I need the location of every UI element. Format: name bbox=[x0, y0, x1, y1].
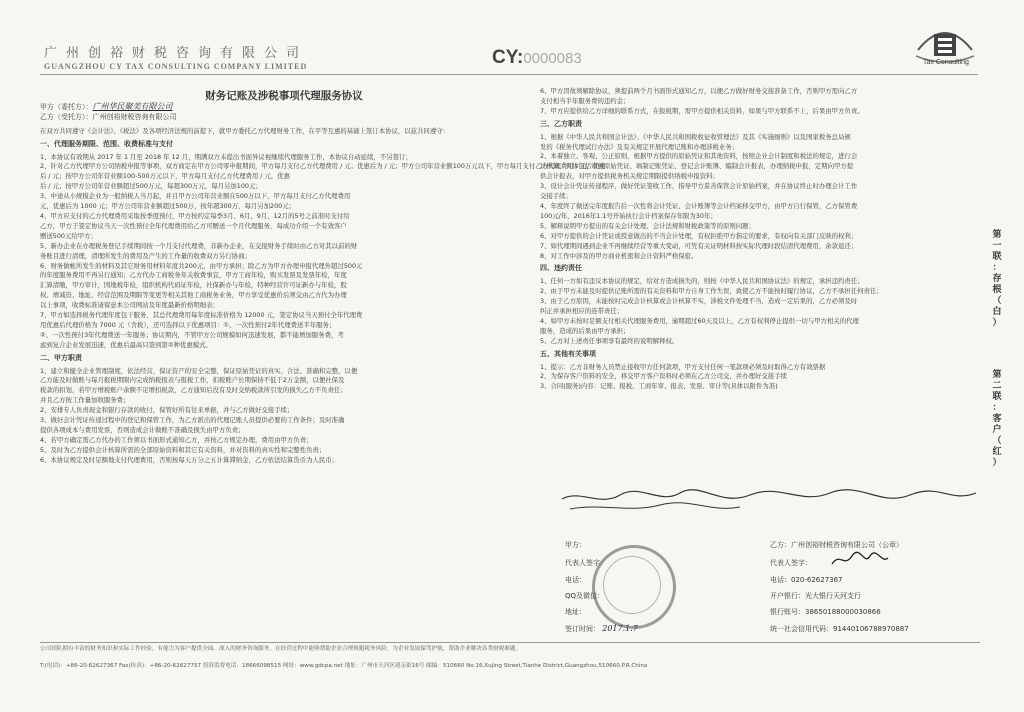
clause-line: ②、一次性预付3年代理费送一年服务；协议期内，不管甲方公司规模如何迅速发展，都不能增加服务费，考 bbox=[40, 330, 344, 339]
clause-line: 1、本协议有效期从 2017 年 1 月至 2018 年 12 月，期满双方未提出书面异议视继续代理服务工作，本协议自动延续，不另签订； bbox=[40, 152, 412, 161]
party-b-tel: 电话：020-62627367 bbox=[770, 576, 843, 584]
side-label-copy-1 bbox=[990, 230, 1004, 329]
party-b-value: 广州创裕财税咨询有限公司 bbox=[92, 112, 177, 121]
clause-line: 6、财务做帐所发生的材料及其它财务用材料年度共200元，由甲方承担；除乙方为甲方办理申报代理外超过500元 bbox=[40, 261, 363, 270]
clause-line: 100元/年，2016年1.1号开始执行会计档案保存年限为30年； bbox=[540, 211, 717, 220]
clause-line: 虑到复合企业发展迅速，优惠后最高只签到第②种优惠模式。 bbox=[40, 340, 212, 349]
party-b-line bbox=[40, 113, 528, 123]
clause-line: 2、安排专人负责现金和银行存款的收付，保管好所有往来单据，并与乙方做好交接手续； bbox=[40, 406, 294, 415]
clause-line: 乙方，甲方于签定协议当天一次性预付全年代理费用给乙方可赠送一个月代理服务，每成功介绍一个有效客户 bbox=[40, 221, 347, 230]
sign-date-label: 签订时间： bbox=[565, 625, 600, 633]
cy-label: CY: bbox=[492, 47, 524, 68]
party-a-sign-label: 甲方： bbox=[565, 541, 586, 549]
side-label-char: 根 bbox=[992, 285, 1002, 295]
section-1-heading: 一、代理服务期限、范围、收费标准与支付 bbox=[40, 139, 173, 148]
side-label-char: （ bbox=[992, 296, 1002, 306]
clause-line: 6、本协议规定及时足额地支付代理费用，否则按每天万分之五计算滞纳金，乙方依法结算货币为人民币； bbox=[40, 455, 339, 464]
party-a-line bbox=[40, 102, 528, 113]
clause-line: 汇算清缴，甲方审计，国地税年检，组织机构代码证年检，社保新办与年检，特种经营许可证新办与年检，股 bbox=[40, 281, 347, 290]
clause-line: 2、为保存客户资料的安全，移交甲方客户资料时必须在乙方公司交，并办理好交接手续 bbox=[540, 372, 787, 381]
clause-line: 后 / 元；按甲方公司年营业额100-500万元以下，甲方每月支付乙方代理费用 / 元，优惠 bbox=[40, 172, 291, 181]
clause-line: 交接手续； bbox=[540, 192, 572, 201]
clause-line: 4、若甲方确定需乙方代办的工作须以书面形式通知乙方，并按乙方规定办理，费用由甲方负责； bbox=[40, 435, 313, 444]
side-label-char: 联 bbox=[992, 252, 1002, 262]
clause-line: 3、合同(服务)内容：记账、报税、工商年审、报表、发票、审计等(具体以附件为准) bbox=[540, 382, 778, 391]
clause-line: 4、甲方应支付的乙方代理费用采取按季度预付，甲方按约定每季3月、6月、9月、12月的5号之前准时支付给 bbox=[40, 211, 350, 220]
section-2-continued bbox=[540, 87, 980, 117]
header-divider bbox=[40, 74, 978, 75]
clause-line: 7、如代理期间遇到企业不再继续经营等重大变动，可凭有关证明材料按实际代理时段结清代理费用，余款退还； bbox=[540, 241, 858, 250]
clause-line: 7、甲方应提供给乙方详细的联系方式，在报税期，需甲方提供相关资料，如果与甲方联系不上，后果由甲方负责。 bbox=[540, 106, 864, 115]
clause-line: 5、解释说明甲方提出的有关会计处理、会计法规和财税政策等的原则问题； bbox=[540, 221, 755, 230]
clause-line: 3、设计会计凭证传递程序，做好凭证签收工作，指导甲方妥善保管会计原始档案，并在协议终止时办理会计工作 bbox=[540, 182, 858, 191]
side-label-char: 一 bbox=[992, 241, 1002, 251]
side-label-char: （ bbox=[992, 436, 1002, 446]
side-label-char: ） bbox=[992, 458, 1002, 468]
clause-line: 并且乙方按工作量加收服务费； bbox=[40, 396, 130, 405]
party-a-rep-label: 代表人签字： bbox=[565, 559, 607, 567]
side-label-char: ： bbox=[992, 403, 1002, 413]
signature-icon bbox=[830, 550, 890, 570]
clause-line: 8、对工作中涉及的甲方商业机密和会计资料严格保密。 bbox=[540, 251, 698, 260]
clause-line: 元，优惠后为 1000 元；甲方公司年营业额超过500万，按年超300万，每月另加200元； bbox=[40, 202, 296, 211]
company-name-en: GUANGZHOU CY TAX CONSULTING COMPANY LIMITED bbox=[44, 62, 308, 71]
side-label-copy-2 bbox=[990, 370, 1004, 469]
party-b-sign-label: 乙方：广州创裕财税咨询有限公司（公章） bbox=[770, 541, 903, 549]
clause-line: 3、做好会计凭证传递过程中的登记和保管工作，为乙方派出的代理记账人员提供必要的工作条件；及时准确 bbox=[40, 416, 345, 425]
clause-line: 权、增减资、地址、经营范围及期限等变更等相关其他工商税务业务，甲方享受优惠价后须交由乙方代为办理 bbox=[40, 291, 347, 300]
section-5-heading: 五、其他有关事项 bbox=[540, 349, 596, 358]
clause-line: 3、由于乙方原因，未能按时完成会计核算或会计核算不实，涉税文件处理不当，造成一定后果的，乙方必须及时 bbox=[540, 297, 858, 306]
clause-line: 计核算，具体包括审核原始凭证、填制记账凭证、登记会计账簿、编制会计报表，办理纳税申报，定期向甲方提 bbox=[540, 162, 854, 171]
party-b-bank: 开户银行：光大银行天河支行 bbox=[770, 592, 861, 600]
footer-line-2: T:(电话)：+86-20-62627367 Fax(传真)：+86-20-62627757 投诉监督电话：18666098515 网址：www.gdcpa.net 地址：广州市天河区迎亲街16号 邮编：510660 No.16,Xujing Street,Tianhe District,Guangzhou,510660,P.R.China bbox=[40, 663, 648, 669]
party-a-label: 甲方（委托方）： bbox=[40, 102, 93, 111]
serial-value: 0000083 bbox=[523, 50, 582, 67]
party-b-rep-label: 代表人签字： bbox=[770, 559, 812, 567]
side-label-char: ： bbox=[992, 263, 1002, 273]
clause-line: 2、由于甲方未能及时提供记账所需的有关资料和甲方自身工作失误，致使乙方不能按时履行协议，乙方不承担任何责任； bbox=[540, 287, 883, 296]
side-label-char: 红 bbox=[992, 447, 1002, 457]
side-label-char: 二 bbox=[992, 381, 1002, 391]
section-4-heading: 四、违约责任 bbox=[540, 264, 582, 273]
side-label-char: 户 bbox=[992, 425, 1002, 435]
right-column bbox=[540, 87, 980, 392]
clause-line: 支付相当半年服务费的违约金； bbox=[540, 96, 630, 105]
side-label-char: 联 bbox=[992, 392, 1002, 402]
company-seal-inner bbox=[603, 556, 661, 614]
clause-line: 6、甲方因故须解除协议，须提前两个月书面形式通知乙方，以便乙方做好财务交接准备工作，否则甲方需向乙方 bbox=[540, 87, 858, 95]
clause-line: 发的《税务代理试行办法》及有关规定开展代理记账和办理涉税业务； bbox=[540, 142, 739, 151]
clause-line: 5、及时为乙方提供会计核算所需的全部原始资料和其它有关资料，并对资料的真实性和完整性负责； bbox=[40, 445, 326, 454]
clause-line: 赠送500元给甲方； bbox=[40, 231, 97, 240]
section-5-body bbox=[540, 363, 980, 393]
clause-line: 7、甲方如选择税务代理年度包干服务，其总代理费用每年度标准价格为 12000 元，签定协议当天预付全年代理费 bbox=[40, 311, 363, 320]
clause-line: 务账目进行清理，清理所发生的费用及产生的工作量的收费双方另行协商； bbox=[40, 251, 251, 260]
clause-line: 以上事项，收费标准请留意本公司网站及年度最新价格明细表； bbox=[40, 301, 219, 310]
clause-line: 用优惠后代理价格为 7000 元（含税），还可选择以下优惠项目：①、一次性预付2年代理费送半年服务； bbox=[40, 320, 336, 329]
clause-line: 4、年度终了做送完年度报告后一次性将会计凭证、会计账簿等会计档案移交甲方，由甲方自行保管，乙方保管费 bbox=[540, 201, 858, 210]
section-2-heading: 二、甲方职责 bbox=[40, 353, 82, 362]
logo-caption: Tax Consulting bbox=[923, 59, 969, 66]
party-b-account: 银行账号：38650188000030866 bbox=[770, 608, 881, 616]
side-label-char: ） bbox=[992, 318, 1002, 328]
section-4-body bbox=[540, 277, 980, 346]
clause-line: 1、根据《中华人民共和国会计法》、《中华人民共和国税收征收管理法》及其《实施细则》以及国家税务总局颁 bbox=[540, 132, 851, 141]
party-b-label: 乙方（受托方）： bbox=[40, 112, 93, 121]
footer bbox=[40, 645, 980, 671]
side-label-char: 第 bbox=[992, 370, 1002, 380]
side-label-char: 存 bbox=[992, 274, 1002, 284]
clause-line: 3、中途从小规模企业为一般纳税人当月起，并且甲方公司年营业额在500万以下，甲方每月支付乙方代理费用 bbox=[40, 192, 351, 201]
clause-line: 供会计报表，对甲方提供税务机关规定期限提供纳税申报资料； bbox=[540, 172, 719, 181]
clause-line: 4、如甲方未按时足额支付相关代理服务费用，逾期超过60天及以上，乙方有权利停止提供一切与甲方相关的代理 bbox=[540, 316, 859, 325]
clause-line: 5、乙方对上述责任事项享有最终的说明解释权。 bbox=[540, 336, 679, 345]
section-3-body bbox=[540, 133, 980, 262]
intro-paragraph: 在双方共同遵守《会计法》、《税法》及各项经济法规的前提下，就甲方委托乙方代理财务工作，在平等互惠的基础上签订本协议，以兹共同遵守： bbox=[40, 126, 449, 135]
clause-line: 的年度服务费用不再另行通知；乙方代办工商税务年关收费事宜，甲方工商年检，购买发票及发票年检，年度 bbox=[40, 271, 347, 280]
clause-line: 提供各项成本与费用发票，否则造成会计做账不准确及损失由甲方负责； bbox=[40, 426, 245, 434]
footer-line-1: 公司团队拥有丰富的财务知识和实际工作经验，有能力为客户提供全面、深入的财务咨询服务，在经营过程中能够帮助企业合理规避税务风险，为企业发展保驾护航，帮助企业解决各类财税难题。 bbox=[40, 646, 522, 652]
side-label-char: 白 bbox=[992, 307, 1002, 317]
clause-line: 6、对甲方提供的会计凭证或授意做出的不当会计处理，有权拒绝甲方指定的要求，有权向有关部门反映的权利； bbox=[540, 231, 858, 240]
section-3-heading: 三、乙方职责 bbox=[540, 119, 582, 128]
document-title: 财务记账及涉税事项代理服务协议 bbox=[205, 90, 363, 102]
footer-divider bbox=[40, 642, 980, 643]
party-b-credit-code: 统一社会信用代码：91440106788970887 bbox=[770, 625, 909, 633]
clause-line: 税款的扣划，若甲方增税账户余额不足增扣税款，乙方通知后没有及时交纳税款所引发的损失乙方不负责任； bbox=[40, 386, 347, 395]
party-a-addr-label: 地址： bbox=[565, 608, 586, 616]
handwritten-note bbox=[560, 485, 980, 515]
clause-line: 服务，造成的后果由甲方承担； bbox=[540, 326, 630, 335]
sign-date-value: 2017.1.7 bbox=[602, 624, 638, 633]
party-a-value: 广州华民聚美有限公司 bbox=[92, 101, 173, 111]
clause-line: 2、针对乙方代理甲方公司纳税申报等事项，双方商定在甲方公司零申报期间，甲方每月支付乙方代理费用 / 元；优惠后为 / 元；甲方公司年营业额100万元以下，甲方每月支付乙方代理费用 / 元，优惠 bbox=[40, 162, 606, 171]
company-name-cn: 广州创裕财税咨询有限公司 bbox=[44, 46, 309, 61]
clause-line: 1、提示：乙方非财务人员禁止接收甲方任何款项，甲方支付任何一笔款项必须及时取得乙方有效票据 bbox=[540, 362, 826, 371]
clause-line: 1、任何一方如有违反本协议的规定，给对方造成损失的，则按《中华人民共和国协议法》的规定，承担违约责任； bbox=[540, 277, 864, 286]
side-label-char: 客 bbox=[992, 414, 1002, 424]
clause-line: 1、建立和健全企业管理制度，依法经营，保证资产的安全完整，保证原始凭证的真实、合法、准确和完整，以便 bbox=[40, 366, 358, 375]
party-a-qq-label: QQ及微信： bbox=[565, 592, 605, 600]
clause-line: 乙方能及时做账与每月报税期限内完成纳税报表与报税工作，扣税账户长期保持不低于2万金额，以便社保及 bbox=[40, 376, 345, 385]
party-a-tel-label: 电话： bbox=[565, 576, 586, 584]
section-2-body bbox=[40, 367, 528, 466]
clause-line: 2、本着独立、客观、公正原则，根据甲方提供的原始凭证和其他资料，按照企业会计制度和税法的规定，进行会 bbox=[540, 152, 858, 161]
clause-line: 后 / 元；按甲方公司年营业额超过500万元，每超300万元，每月另加100元； bbox=[40, 182, 262, 191]
clause-line: 纠正并承担相应的连带责任； bbox=[540, 307, 624, 316]
clause-line: 5、新办企业在办理税务登记手续期间按一个月支付代理费，非新办企业，在交接财务手续时由乙方对其以前的财 bbox=[40, 241, 358, 250]
side-label-char: 第 bbox=[992, 230, 1002, 240]
serial-number bbox=[492, 47, 582, 69]
